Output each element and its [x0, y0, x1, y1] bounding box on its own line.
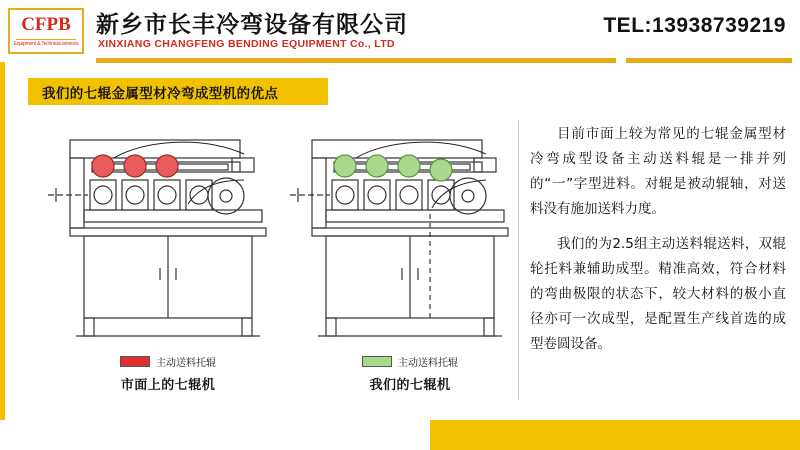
machine-caption-ours: 我们的七辊机 — [369, 377, 451, 392]
company-name-cn: 新乡市长丰冷弯设备有限公司 — [96, 12, 408, 38]
legend-swatch-market — [120, 356, 150, 367]
machine-svg-market — [48, 118, 288, 348]
description-text — [530, 122, 786, 367]
page-header — [0, 0, 800, 62]
logo-main-text: CFPB — [21, 14, 71, 35]
telephone-number: TEL:13938739219 — [603, 14, 786, 37]
company-logo — [8, 8, 84, 54]
machine-diagram-market — [48, 118, 288, 393]
legend-label-market: 主动送料托辊 — [156, 358, 216, 369]
left-accent-bar — [0, 62, 5, 420]
header-rule-left — [96, 58, 616, 63]
logo-divider — [16, 39, 76, 40]
logo-sub-text: Equipment &,Technical services — [13, 41, 79, 47]
section-title-text: 我们的七辊金属型材冷弯成型机的优点 — [42, 85, 279, 101]
machine-svg-ours — [290, 118, 530, 348]
machine-caption-market: 市面上的七辊机 — [120, 377, 216, 392]
machine-comparison — [20, 118, 520, 393]
company-name-en: XINXIANG CHANGFENG BENDING EQUIPMENT Co., LTD — [98, 38, 395, 50]
machine-diagram-ours — [290, 118, 530, 393]
chevron-right-icon — [436, 426, 556, 444]
legend-swatch-ours — [362, 356, 392, 367]
section-title-banner — [28, 78, 328, 105]
footer-white-block — [0, 420, 430, 450]
header-rule-right — [626, 58, 792, 63]
paragraph-1: 目前市面上较为常见的七辊金属型材冷弯成型设备主动送料辊是一排并列的“一”字型进料。对辊是被动辊轴，对送料没有施加送料力度。 — [530, 126, 786, 217]
legend-ours — [290, 354, 530, 369]
legend-label-ours: 主动送料托辊 — [398, 358, 458, 369]
paragraph-2: 我们的为2.5组主动送料辊送料，双辊轮托料兼辅助成型。精准高效，符合材料的弯曲极限的状态下，较大材料的极小直径亦可一次成型，是配置生产线首选的成型卷圆设备。 — [530, 236, 786, 352]
legend-market — [48, 354, 288, 369]
